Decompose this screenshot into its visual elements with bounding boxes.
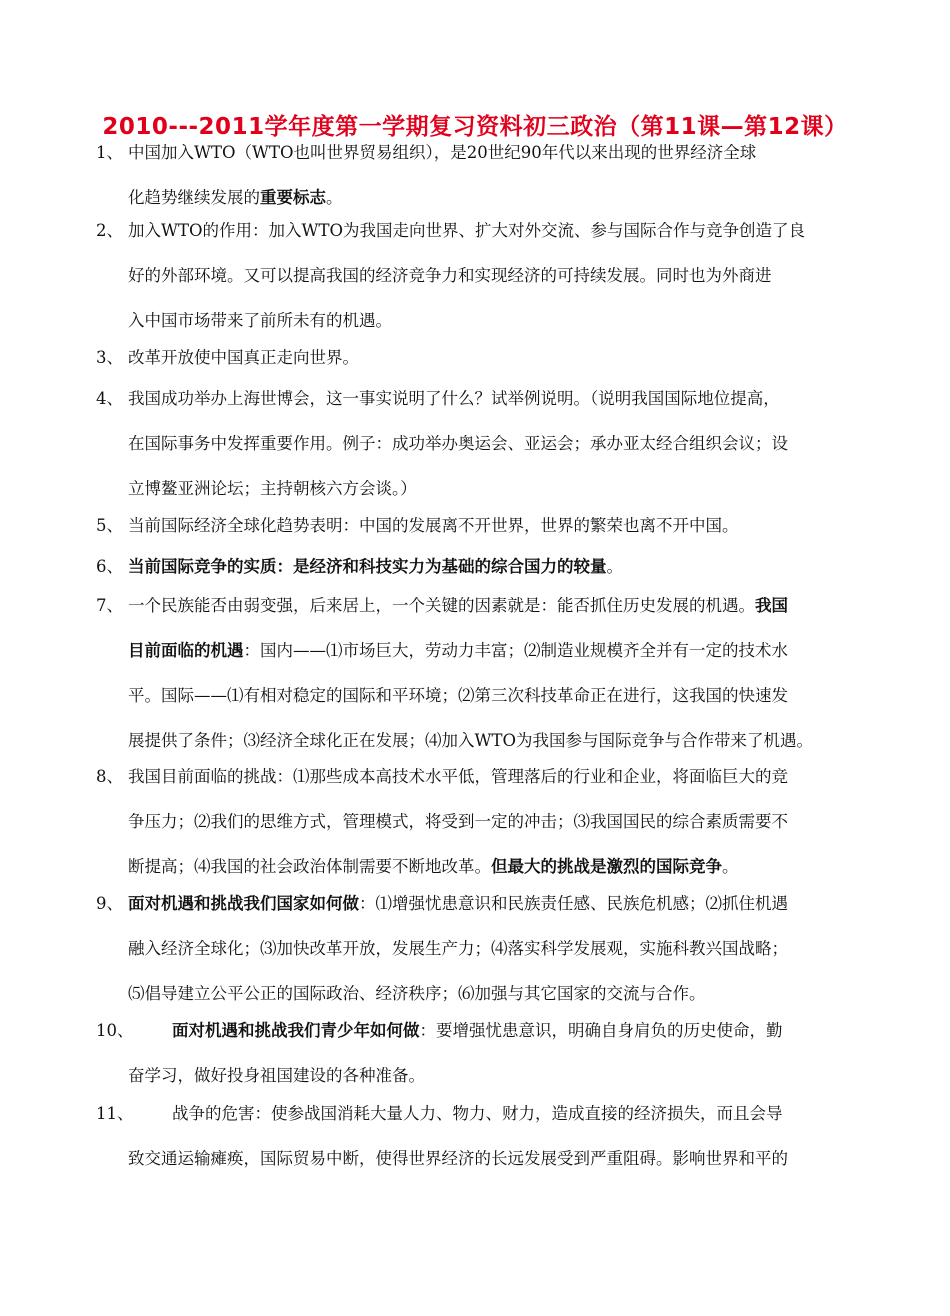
list-item — [96, 503, 866, 548]
item-line: 我国成功举办上海世博会，这一事实说明了什么？试举例说明。（说明我国国际地位提高， — [128, 389, 780, 408]
item-line: 展提供了条件；⑶经济全球化正在发展；⑷加入WTO为我国参与国际竞争与合作带来了机遇。 — [128, 731, 813, 750]
item-line: 入中国市场带来了前所未有的机遇。 — [128, 311, 392, 330]
item-number: 5、 — [96, 516, 123, 535]
item-number: 6、 — [96, 557, 123, 576]
list-item — [96, 208, 866, 343]
list-item — [96, 881, 866, 1016]
item-number: 1、 — [96, 143, 123, 162]
bold-text: 但最大的挑战是激烈的国际竞争 — [491, 857, 722, 876]
item-line: 我国目前面临的挑战：⑴那些成本高技术水平低，管理落后的行业和企业，将面临巨大的竞 — [128, 767, 788, 786]
item-line: 一个民族能否由弱变强，后来居上，一个关键的因素就是：能否抓住历史发展的机遇。 — [128, 596, 755, 615]
item-line: 在国际事务中发挥重要作用。例子：成功举办奥运会、亚运会；承办亚太经合组织会议；设 — [128, 434, 788, 453]
item-line: 致交通运输瘫痪，国际贸易中断，使得世界经济的长远发展受到严重阻碍。影响世界和平的 — [128, 1149, 788, 1168]
item-number: 8、 — [96, 767, 123, 786]
bold-text: 当前国际竞争的实质：是经济和科技实力为基础的综合国力的较量 — [128, 557, 607, 576]
item-number: 3、 — [96, 348, 123, 367]
item-line: ：国内——⑴市场巨大，劳动力丰富；⑵制造业规模齐全并有一定的技术水 — [243, 641, 788, 660]
item-line: 化趋势继续发展的 — [128, 188, 260, 207]
bold-text: 目前面临的机遇 — [128, 641, 244, 660]
item-line: 中国加入WTO（WTO也叫世界贸易组织），是20世纪90年代以来出现的世界经济全球 — [128, 143, 757, 162]
bold-text: 面对机遇和挑战我们青少年如何做 — [172, 1021, 420, 1040]
item-line: 奋学习，做好投身祖国建设的各种准备。 — [128, 1066, 425, 1085]
item-line: ⑸倡导建立公平公正的国际政治、经济秩序；⑹加强与其它国家的交流与合作。 — [128, 984, 706, 1003]
list-item — [96, 130, 866, 220]
list-item — [96, 583, 866, 763]
item-line-tail: 。 — [722, 857, 739, 876]
item-line-tail: 。 — [326, 188, 343, 207]
item-number: 10、 — [96, 1021, 134, 1040]
list-item — [96, 1091, 866, 1181]
list-item — [96, 335, 866, 380]
item-line-tail: 。 — [606, 557, 623, 576]
item-line: ：⑴增强忧患意识和民族责任感、民族危机感；⑵抓住机遇 — [359, 894, 788, 913]
item-number: 4、 — [96, 389, 123, 408]
item-line: 立博鳌亚洲论坛；主持朝核六方会谈。） — [128, 479, 417, 498]
item-line: ：要增强忧患意识，明确自身肩负的历史使命，勤 — [419, 1021, 783, 1040]
item-number: 11、 — [96, 1104, 134, 1123]
item-line: 融入经济全球化；⑶加快改革开放，发展生产力；⑷落实科学发展观，实施科教兴国战略； — [128, 939, 788, 958]
list-item — [96, 376, 866, 511]
bold-text: 重要标志 — [260, 188, 326, 207]
item-line: 争压力；⑵我们的思维方式，管理模式，将受到一定的冲击；⑶我国国民的综合素质需要不 — [128, 812, 788, 831]
list-item — [96, 1008, 866, 1098]
bold-text: 面对机遇和挑战我们国家如何做 — [128, 894, 359, 913]
item-line: 加入WTO的作用：加入WTO为我国走向世界、扩大对外交流、参与国际合作与竞争创造了良 — [128, 221, 805, 240]
page-title: 2010---2011学年度第一学期复习资料初三政治（第11课—第12课） — [102, 114, 848, 140]
item-line: 好的外部环境。又可以提高我国的经济竞争力和实现经济的可持续发展。同时也为外商进 — [128, 266, 772, 285]
item-line: 平。国际——⑴有相对稳定的国际和平环境；⑵第三次科技革命正在进行，这我国的快速发 — [128, 686, 788, 705]
item-line: 改革开放使中国真正走向世界。 — [128, 348, 359, 367]
item-line: 战争的危害：使参战国消耗大量人力、物力、财力，造成直接的经济损失，而且会导 — [172, 1104, 783, 1123]
bold-text: 我国 — [755, 596, 788, 615]
list-item — [96, 754, 866, 889]
item-number: 2、 — [96, 221, 123, 240]
item-number: 7、 — [96, 596, 123, 615]
item-number: 9、 — [96, 894, 123, 913]
item-line: 当前国际经济全球化趋势表明：中国的发展离不开世界，世界的繁荣也离不开中国。 — [128, 516, 739, 535]
item-line: 断提高；⑷我国的社会政治体制需要不断地改革。 — [128, 857, 491, 876]
